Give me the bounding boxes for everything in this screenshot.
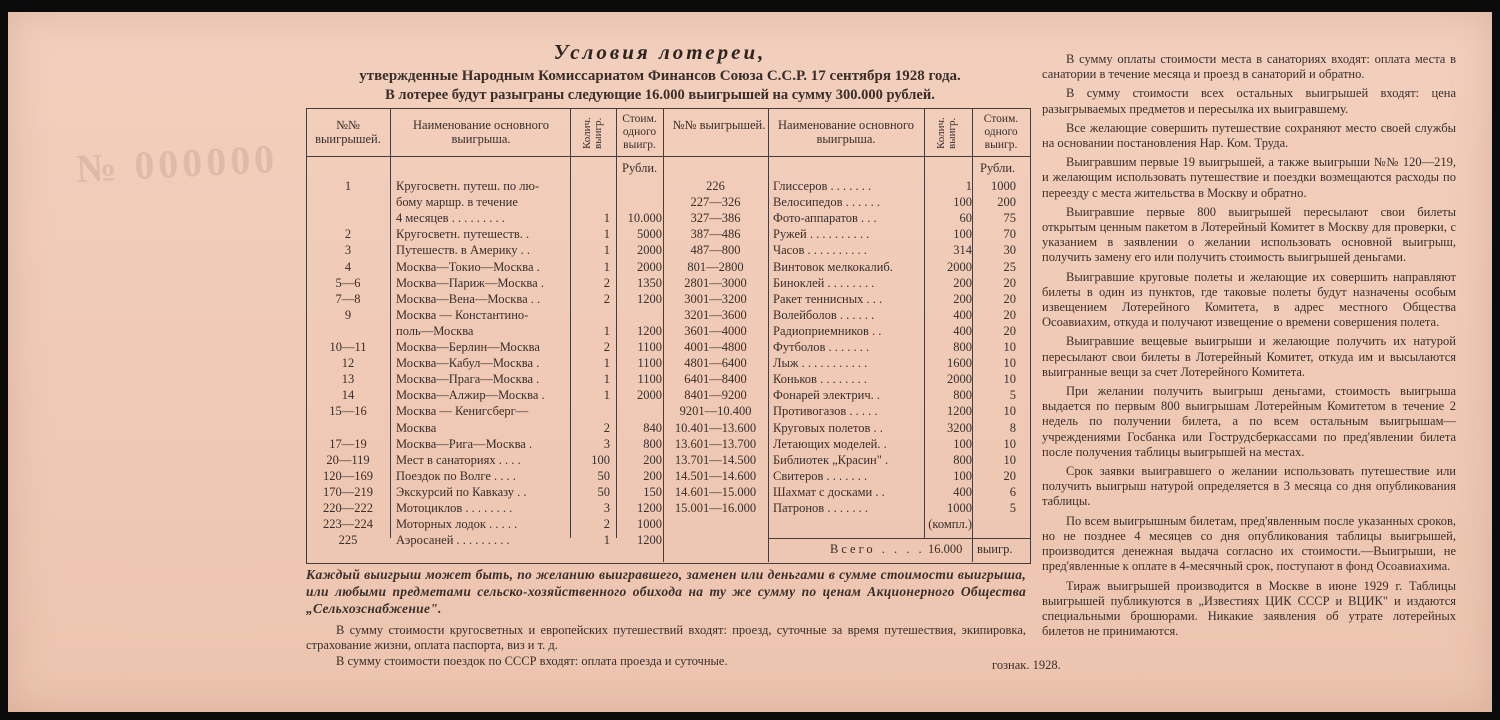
row-quantity: 2000	[947, 372, 972, 387]
table-row	[663, 403, 1029, 419]
table-row	[306, 339, 662, 355]
row-prize-name: бому маршр. в течение	[396, 195, 518, 210]
row-numbers: 2	[344, 227, 352, 242]
row-cost: 10	[1003, 452, 1016, 467]
table-total-divider	[768, 538, 1030, 539]
table-row	[306, 275, 662, 291]
row-cost: 20	[1003, 468, 1016, 483]
row-cost: 10	[1003, 356, 1016, 371]
row-cost: 1200	[637, 533, 662, 548]
row-numbers: 487—800	[690, 243, 741, 258]
row-quantity: 3200	[947, 420, 972, 435]
row-quantity: 100	[953, 195, 972, 210]
row-quantity: 1000	[947, 501, 972, 515]
row-cost: 20	[1003, 323, 1016, 338]
currency-label: Рубли.	[980, 161, 1016, 175]
table-row	[663, 484, 1029, 500]
row-numbers: 220—222	[323, 501, 373, 515]
row-numbers: 12	[341, 356, 355, 371]
row-cost: 10	[1003, 340, 1016, 354]
row-prize-name: Москва—Кабул—Москва .	[396, 356, 540, 371]
table-row	[663, 242, 1029, 258]
row-quantity: 2	[603, 517, 610, 532]
row-cost: 5	[1009, 501, 1016, 515]
row-prize-name: Аэросаней . . . . . . . . .	[396, 533, 510, 548]
row-cost: 1200	[637, 501, 662, 515]
row-prize-name: Кругосветн. путеш. по лю-	[396, 179, 540, 193]
table-row	[306, 355, 662, 371]
header-qty: Колич. выигр.	[935, 117, 958, 149]
row-quantity: 2	[603, 340, 610, 354]
row-quantity: 2	[603, 275, 610, 290]
rule-paragraph: Срок заявки выигравшего о желании использовать путешествие или получить выигрыш натурой определяется в 3 месяца со дня опубликования таблицы.	[1042, 464, 1456, 509]
row-numbers: 9201—10.400	[679, 404, 752, 419]
row-prize-name: Патронов . . . . . . .	[773, 501, 868, 515]
table-row	[306, 371, 662, 387]
row-numbers: 225	[338, 533, 358, 548]
row-numbers: 3201—3600	[684, 307, 747, 322]
row-prize-name: Москва—Алжир—Москва .	[396, 388, 545, 403]
rule-paragraph: Выигравшие круговые полеты и желающие их совершить направляют билеты в один из пунктов, где таковые полеты будут назначены особым извещением Лотерейного Комитета, в адрес местного Общества Осоавиахим, откуда и получают извещение о времени совершения полета.	[1042, 269, 1456, 330]
row-prize-name: Винтовок мелкокалиб.	[773, 259, 893, 274]
row-prize-name: Коньков . . . . . . . .	[773, 372, 867, 387]
row-cost: 1100	[637, 340, 662, 354]
table-row	[663, 339, 1029, 355]
row-quantity: 3	[603, 436, 610, 451]
row-prize-name: Мест в санаториях . . . .	[396, 452, 521, 467]
row-quantity: 200	[953, 291, 972, 306]
header-qty: Колич. выигр.	[581, 117, 604, 149]
row-prize-name: Москва—Прага—Москва .	[396, 372, 540, 387]
travel-cost-note: В сумму стоимости кругосветных и европейских путешествий входят: проезд, суточные за время путешествия, экипировка, страхование жизни, оплата паспорта, виз и т. д.	[306, 623, 1026, 652]
table-row	[663, 307, 1029, 323]
row-prize-name: Москва—Вена—Москва . .	[396, 291, 541, 306]
row-prize-name: Москва	[396, 420, 437, 435]
row-prize-name: Противогазов . . . . .	[773, 404, 878, 419]
row-prize-name: 4 месяцев . . . . . . . . .	[396, 211, 505, 226]
row-cost: 1200	[637, 291, 662, 306]
row-numbers: 226	[706, 179, 725, 193]
row-cost: 2000	[637, 259, 662, 274]
row-cost: 8	[1009, 420, 1016, 435]
row-quantity: 50	[597, 484, 610, 499]
row-quantity: 400	[953, 484, 972, 499]
table-row	[663, 291, 1029, 307]
header-name: Наименование основного выигрыша.	[778, 118, 914, 146]
row-quantity: 1	[603, 227, 610, 242]
table-row	[306, 210, 662, 226]
table-row	[306, 323, 662, 339]
row-numbers: 170—219	[323, 484, 373, 499]
row-cost: 1100	[637, 356, 662, 371]
table-row	[663, 387, 1029, 403]
exchange-note: Каждый выигрыш может быть, по желанию выигравшего, заменен или деньгами в сумме стоимости выигрыша, или любыми предметами сельско-хозяйственного обихода на ту же сумму по ценам Акционерного Общества „Сельхозснабжение".	[306, 567, 1026, 616]
row-cost: 10	[1003, 372, 1016, 387]
row-cost: 20	[1003, 307, 1016, 322]
faded-serial-stamp: № 000000	[74, 135, 280, 192]
row-quantity: 800	[953, 340, 972, 354]
table-row	[663, 194, 1029, 210]
row-cost: 30	[1003, 243, 1016, 258]
row-prize-name: Экскурсий по Кавказу . .	[396, 484, 527, 499]
row-numbers: 387—486	[690, 227, 741, 242]
row-numbers: 227—326	[690, 195, 741, 210]
row-quantity: 60	[959, 211, 972, 226]
header-cost: Стоим. одного выигр.	[622, 113, 657, 151]
total-count: 16.000	[928, 542, 963, 556]
rule-paragraph: Выигравшим первые 19 выигрышей, а также выигрыши №№ 120—219, и желающим использовать путешествие и поездки возмещаются расходы по переезду с места жительства в Москву и обратно.	[1042, 155, 1456, 200]
row-prize-name: Поездок по Волге . . . .	[396, 468, 516, 483]
row-prize-name: Круговых полетов . .	[773, 420, 883, 435]
row-prize-name: Путешеств. в Америку . .	[396, 243, 531, 258]
row-cost: 10	[1003, 404, 1016, 419]
row-prize-name: Москва—Рига—Москва .	[396, 436, 533, 451]
document-title: Условия лотереи,	[553, 40, 767, 64]
row-quantity: 2000	[947, 259, 972, 274]
row-prize-name: поль—Москва	[396, 323, 474, 338]
row-numbers: 14	[341, 388, 355, 403]
row-prize-name: Москва — Константино-	[396, 307, 529, 322]
row-quantity: 800	[953, 388, 972, 403]
table-row	[663, 178, 1029, 194]
row-cost: 10.000	[627, 211, 662, 226]
row-prize-name: Шахмат с досками . .	[773, 484, 885, 499]
row-cost: 6	[1009, 484, 1016, 499]
row-prize-name: Библиотек „Красин" .	[773, 452, 889, 467]
lottery-rules-text	[1042, 52, 1456, 643]
table-row	[306, 387, 662, 403]
row-numbers: 120—169	[323, 468, 373, 483]
row-quantity: 100	[591, 452, 610, 467]
row-cost: 1350	[637, 275, 662, 290]
table-row	[663, 210, 1029, 226]
row-numbers: 4001—4800	[684, 340, 747, 354]
table-row	[306, 242, 662, 258]
table-row	[306, 259, 662, 275]
row-prize-name: Москва—Берлин—Москва	[396, 340, 540, 354]
row-cost: 800	[643, 436, 662, 451]
printer-mark: гознак. 1928.	[992, 658, 1061, 672]
row-numbers: 7—8	[335, 291, 361, 306]
row-quantity: 2	[603, 420, 610, 435]
header-cost: Стоим. одного выигр.	[983, 113, 1019, 151]
table-row	[663, 371, 1029, 387]
row-numbers: 3001—3200	[684, 291, 747, 306]
row-numbers: 10.401—13.600	[674, 420, 757, 435]
row-prize-name: Волейболов . . . . . .	[773, 307, 875, 322]
row-quantity: 1	[603, 372, 610, 387]
header-name: Наименование основного выигрыша.	[413, 118, 549, 146]
table-row	[663, 500, 1029, 516]
row-prize-name: Моторных лодок . . . . .	[396, 517, 518, 532]
row-quantity: (компл.)	[928, 517, 972, 532]
table-row	[663, 226, 1029, 242]
row-cost: 200	[997, 195, 1016, 210]
row-numbers: 13.701—14.500	[674, 452, 757, 467]
row-prize-name: Мотоциклов . . . . . . . .	[396, 501, 513, 515]
row-prize-name: Велосипедов . . . . . .	[773, 195, 881, 210]
row-quantity: 400	[953, 323, 972, 338]
rule-paragraph: Все желающие совершить путешествие сохраняют место своей службы на основании постановления Нар. Ком. Труда.	[1042, 120, 1456, 151]
row-quantity: 800	[953, 452, 972, 467]
row-cost: 2000	[637, 243, 662, 258]
table-row	[663, 436, 1029, 452]
row-prize-name: Москва — Кенигсберг—	[396, 404, 529, 419]
row-prize-name: Москва—Париж—Москва .	[396, 275, 544, 290]
row-numbers: 14.501—14.600	[674, 468, 757, 483]
row-cost: 150	[643, 484, 662, 499]
currency-label: Рубли.	[622, 161, 658, 175]
row-prize-name: Свитеров . . . . . . .	[773, 468, 868, 483]
ussr-trip-note: В сумму стоимости поездок по СССР входят: оплата проезда и суточные.	[336, 654, 728, 668]
row-prize-name: Футболов . . . . . . .	[773, 340, 870, 354]
row-cost: 10	[1003, 436, 1016, 451]
row-quantity: 50	[597, 468, 610, 483]
row-quantity: 314	[953, 243, 972, 258]
table-row	[663, 516, 1029, 532]
row-cost: 1000	[637, 517, 662, 532]
row-prize-name: Лыж . . . . . . . . . . .	[773, 356, 868, 371]
table-row	[306, 307, 662, 323]
rule-paragraph: При желании получить выигрыш деньгами, стоимость выигрыша выдается по первым 800 выигрышам Лотерейным Комитетом в течение 2 недель по получении билета, а по всем остальным выигрышам—учреждениями Госбанка или Гострудсберкассами по пред'явлении билета после получения таблицы выигрышей на местах.	[1042, 384, 1456, 459]
total-unit: выигр.	[977, 542, 1013, 556]
row-quantity: 400	[953, 307, 972, 322]
row-quantity: 200	[953, 275, 972, 290]
row-numbers: 3	[344, 243, 352, 258]
row-numbers: 5—6	[335, 275, 361, 290]
row-quantity: 2	[603, 291, 610, 306]
total-label: Всего . . . .	[830, 542, 925, 556]
row-quantity: 1	[603, 356, 610, 371]
table-row	[663, 259, 1029, 275]
row-cost: 20	[1003, 291, 1016, 306]
table-row	[306, 516, 662, 532]
table-row	[306, 291, 662, 307]
row-cost: 5000	[637, 227, 662, 242]
row-quantity: 1	[603, 211, 610, 226]
table-row	[306, 532, 662, 548]
rule-paragraph: Выигравшие вещевые выигрыши и желающие получить их натурой пересылают свои билеты в Лотерейный Комитет, откуда им и высылаются выигранные вещи за счет Лотерейного Комитета.	[1042, 334, 1456, 379]
row-numbers: 15.001—16.000	[674, 501, 757, 515]
table-header-divider	[306, 156, 1030, 157]
row-numbers: 14.601—15.000	[674, 484, 757, 499]
row-cost: 5	[1009, 388, 1016, 403]
row-numbers: 17—19	[329, 436, 367, 451]
row-numbers: 223—224	[323, 517, 373, 532]
table-row	[663, 420, 1029, 436]
document-summary: В лотерее будут разыграны следующие 16.000 выигрышей на сумму 300.000 рублей.	[385, 87, 935, 103]
row-quantity: 100	[953, 436, 972, 451]
row-cost: 25	[1003, 259, 1016, 274]
row-numbers: 13.601—13.700	[674, 436, 757, 451]
row-quantity: 3	[603, 501, 610, 515]
row-quantity: 1200	[947, 404, 972, 419]
row-prize-name: Фонарей электрич. .	[773, 388, 881, 403]
row-quantity: 1	[965, 179, 972, 193]
table-row	[306, 484, 662, 500]
row-cost: 20	[1003, 275, 1016, 290]
table-row	[306, 194, 662, 210]
row-numbers: 2801—3000	[684, 275, 747, 290]
row-prize-name: Биноклей . . . . . . . .	[773, 275, 875, 290]
row-numbers: 8401—9200	[684, 388, 747, 403]
row-cost: 1100	[637, 372, 662, 387]
header-numbers: №№ выигрышей.	[672, 118, 766, 132]
row-prize-name: Фото-аппаратов . . .	[773, 211, 877, 226]
row-cost: 200	[643, 468, 662, 483]
row-quantity: 1	[603, 533, 610, 548]
document-subtitle: утвержденные Народным Комиссариатом Финансов Союза С.С.Р. 17 сентября 1928 года.	[359, 68, 961, 84]
row-quantity: 1	[603, 388, 610, 403]
table-row	[306, 178, 662, 194]
row-prize-name: Ружей . . . . . . . . . .	[773, 227, 870, 242]
table-row	[663, 468, 1029, 484]
row-cost: 70	[1003, 227, 1016, 242]
table-row	[306, 420, 662, 436]
row-numbers: 15—16	[329, 404, 367, 419]
table-row	[306, 403, 662, 419]
row-prize-name: Часов . . . . . . . . . .	[773, 243, 867, 258]
row-numbers: 4801—6400	[684, 356, 747, 371]
table-row	[306, 436, 662, 452]
row-cost: 200	[643, 452, 662, 467]
row-numbers: 13	[341, 372, 355, 387]
rule-paragraph: Тираж выигрышей производится в Москве в июне 1929 г. Таблицы выигрышей публикуются в „Известиях ЦИК СССР и ВЦИК" и издаются специальными брошюрами. Никакие заявления об утрате лотерейных билетов не принимаются.	[1042, 578, 1456, 639]
row-quantity: 1	[603, 323, 610, 338]
rule-paragraph: В сумму оплаты стоимости места в санаториях входят: оплата места в санатории в течение месяца и проезд в санаторий и обратно.	[1042, 52, 1456, 82]
row-prize-name: Москва—Токио—Москва .	[396, 259, 540, 274]
table-row	[663, 452, 1029, 468]
row-numbers: 20—119	[326, 452, 370, 467]
row-numbers: 9	[344, 307, 352, 322]
row-numbers: 6401—8400	[684, 372, 747, 387]
row-cost: 75	[1003, 211, 1016, 226]
row-prize-name: Летающих моделей. .	[773, 436, 887, 451]
row-cost: 2000	[637, 388, 662, 403]
row-quantity: 100	[953, 227, 972, 242]
row-prize-name: Ракет теннисных . . .	[773, 291, 883, 306]
row-prize-name: Радиоприемников . .	[773, 323, 882, 338]
row-quantity: 100	[953, 468, 972, 483]
rule-paragraph: В сумму стоимости всех остальных выигрышей входят: цена разыгрываемых предметов и пересылка их выигравшему.	[1042, 86, 1456, 116]
rule-paragraph: Выигравшие первые 800 выигрышей пересылают свои билеты открытым ценным пакетом в Лотерейный Комитет в Москву для проверки, с указанием в заявлении о желании использовать основной выигрыш, получить замену его или получить стоимость выигрышей деньгами.	[1042, 204, 1456, 265]
table-row	[306, 226, 662, 242]
row-quantity: 1600	[947, 356, 972, 371]
row-quantity: 1	[603, 243, 610, 258]
table-row	[663, 355, 1029, 371]
row-cost: 1000	[991, 179, 1016, 193]
row-numbers: 1	[344, 179, 352, 193]
header-numbers: №№ выигрышей.	[315, 118, 381, 146]
row-cost: 1200	[637, 323, 662, 338]
row-numbers: 4	[344, 259, 352, 274]
table-row	[306, 468, 662, 484]
row-numbers: 801—2800	[687, 259, 744, 274]
row-cost: 840	[643, 420, 662, 435]
row-numbers: 3601—4000	[684, 323, 747, 338]
row-numbers: 10—11	[329, 340, 367, 354]
row-quantity: 1	[603, 259, 610, 274]
table-row	[663, 275, 1029, 291]
row-prize-name: Глиссеров . . . . . . .	[773, 179, 872, 193]
table-row	[663, 323, 1029, 339]
table-row	[306, 500, 662, 516]
table-row	[306, 452, 662, 468]
row-numbers: 327—386	[690, 211, 741, 226]
row-prize-name: Кругосветн. путешеств. .	[396, 227, 530, 242]
rule-paragraph: По всем выигрышным билетам, пред'явленным после указанных сроков, но не позднее 4 месяцев со дня опубликования таблицы выигрышей, производится денежная выдача согласно их стоимости.—Выигрыши, не пред'явленные к оплате в 4-месячный срок, поступают в фонд Осоавиахима.	[1042, 513, 1456, 574]
